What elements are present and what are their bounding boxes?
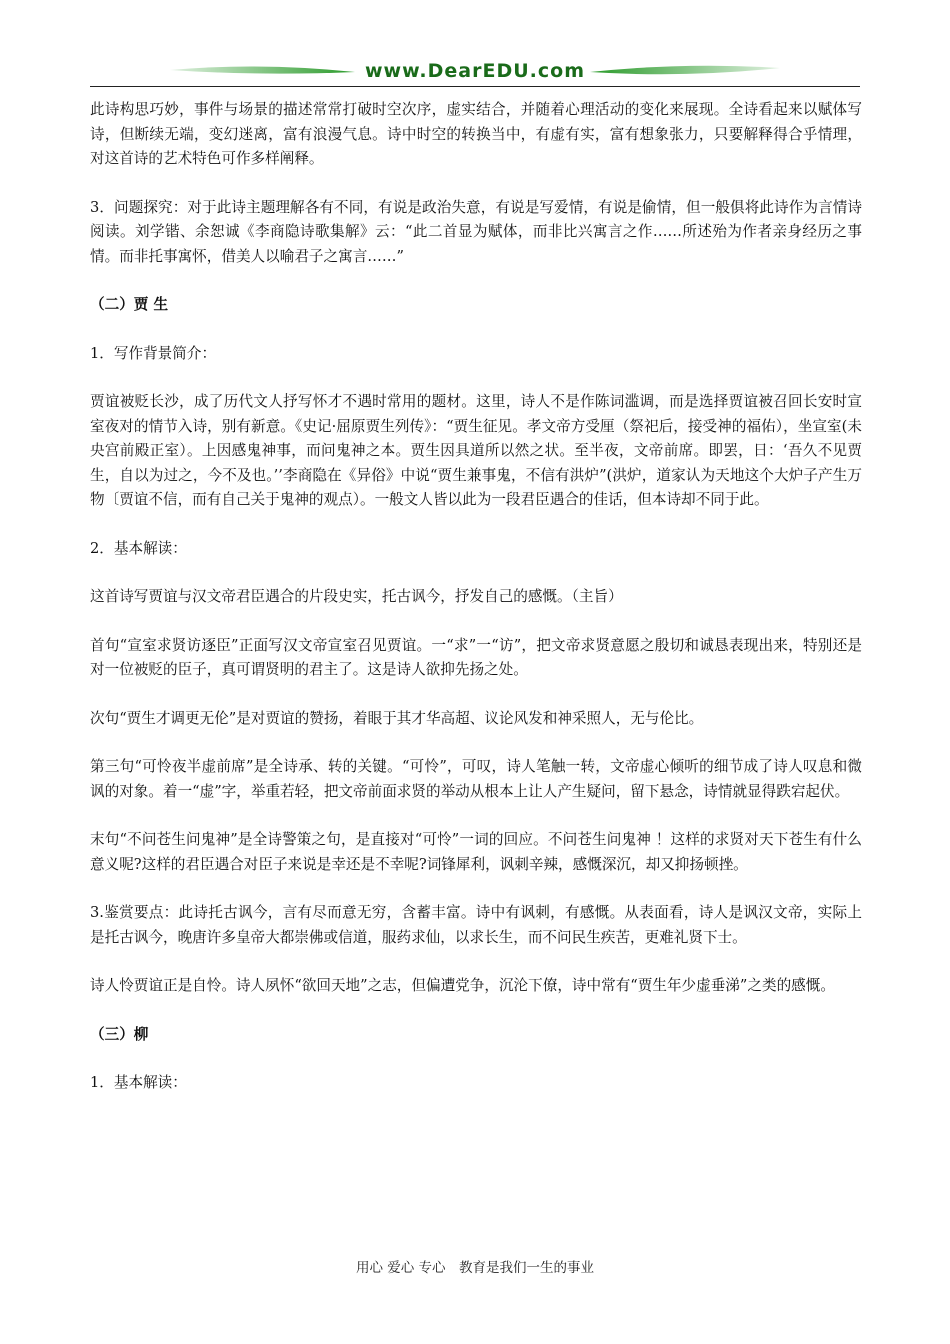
paragraph: 3．问题探究：对于此诗主题理解各有不同，有说是政治失意，有说是写爱情，有说是偷情，但一般俱将此诗作为言情诗阅读。刘学锴、余恕诚《李商隐诗歌集解》云：“此二首显为赋体，而非比兴寓言之作……所述殆为作者亲身经历之事情。而非托事寓怀，借美人以喻君子之寓言……” <box>90 198 862 265</box>
paragraph-gap <box>90 950 862 974</box>
paragraph: 此诗构思巧妙，事件与场景的描述常常打破时空次序，虚实结合，并随着心理活动的变化来展现。全诗看起来以赋体写诗，但断续无端，变幻迷离，富有浪漫气息。诗中时空的转换当中，有虚有实，富有想象张力，只要解释得合乎情理，对这首诗的艺术特色可作多样阐释。 <box>90 101 862 167</box>
logo-text: www.DearEDU.com <box>364 60 586 82</box>
paragraph: 2．基本解读： <box>90 539 187 557</box>
paragraph-gap <box>90 366 862 390</box>
paragraph-gap <box>90 999 862 1023</box>
paragraph: 首句“宣室求贤访逐臣”正面写汉文帝宣室召见贾谊。一“求”一“访”，把文帝求贤意愿之殷切和诚恳表现出来，特别还是对一位被贬的臣子，真可谓贤明的君主了。这是诗人欲抑先扬之处。 <box>90 636 862 678</box>
section-heading: （三）柳 <box>90 1025 149 1043</box>
page-footer: 用心 爱心 专心 教育是我们一生的事业 <box>355 1260 595 1276</box>
document-body <box>90 98 862 1096</box>
paragraph: 次句“贾生才调更无伦”是对贾谊的赞扬，着眼于其才华高超、议论风发和神采照人，无与伦比。 <box>90 709 704 727</box>
logo-swoosh-right <box>590 66 780 75</box>
paragraph-gap <box>90 269 862 293</box>
paragraph-gap <box>90 172 862 196</box>
section-heading: （二）贾 生 <box>90 296 169 313</box>
paragraph-gap <box>90 513 862 537</box>
paragraph-gap <box>90 877 862 901</box>
site-logo <box>170 56 780 86</box>
header-rule <box>90 86 860 87</box>
paragraph: 1．写作背景简介： <box>90 344 217 362</box>
logo-swoosh-left <box>170 66 355 73</box>
paragraph-gap <box>90 561 862 585</box>
paragraph-gap <box>90 1047 862 1071</box>
paragraph: 末句“不问苍生问鬼神”是全诗警策之句，是直接对“可怜”一词的回应。不问苍生问鬼神 ！这样的求贤对天下苍生有什么意义呢?这样的君臣遇合对臣子来说是幸还是不幸呢?词锋犀利，讽刺辛辣，感慨深沉，却又抑扬顿挫。 <box>90 831 862 873</box>
paragraph: 诗人怜贾谊正是自怜。诗人夙怀“欲回天地”之志，但偏遭党争，沉沦下僚，诗中常有“贾生年少虚垂涕”之类的感慨。 <box>90 977 835 994</box>
paragraph: 这首诗写贾谊与汉文帝君臣遇合的片段史实，托古讽今，抒发自己的感慨。（主旨） <box>90 588 623 605</box>
paragraph-gap <box>90 731 862 755</box>
paragraph: 1．基本解读： <box>90 1074 187 1091</box>
paragraph: 3.鉴赏要点：此诗托古讽今，言有尽而意无穷，含蓄丰富。诗中有讽刺，有感慨。从表面看，诗人是讽汉文帝，实际上是托古讽今，晚唐许多皇帝大都崇佛或信道，服药求仙，以求长生，而不问民生疾苦，更难礼贤下士。 <box>90 904 862 946</box>
paragraph: 第三句“可怜夜半虚前席”是全诗承、转的关键。“可怜”，可叹，诗人笔触一转，文帝虚心倾听的细节成了诗人叹息和微讽的对象。着一“虚”字，举重若轻，把文帝前面求贤的举动从根本上让人产生疑问，留下悬念，诗情就显得跌宕起伏。 <box>90 758 862 800</box>
paragraph-gap <box>90 804 862 828</box>
paragraph: 贾谊被贬长沙，成了历代文人抒写怀才不遇时常用的题材。这里，诗人不是作陈词滥调，而是选择贾谊被召回长安时宣室夜对的情节入诗，别有新意。《史记·屈原贾生列传》：“贾生征见。孝文帝方受厘（祭祀后，接受神的福佑），坐宣室(未央宫前殿正室）。上因感鬼神事，而问鬼神之本。贾生因具道所以然之状。至半夜，文帝前席。即罢，日：‘吾久不见贾生，自以为过之，今不及也。’’李商隐在《异俗》中说“贾生兼事鬼，不信有洪炉”(洪炉，道家认为天地这个大炉子产生万物〔贾谊不信，而有自己关于鬼神的观点）。一般文人皆以此为一段君臣遇合的佳话，但本诗却不同于此。 <box>90 393 862 508</box>
paragraph-gap <box>90 683 862 707</box>
page-header <box>90 56 860 90</box>
paragraph-gap <box>90 610 862 634</box>
paragraph-gap <box>90 318 862 342</box>
